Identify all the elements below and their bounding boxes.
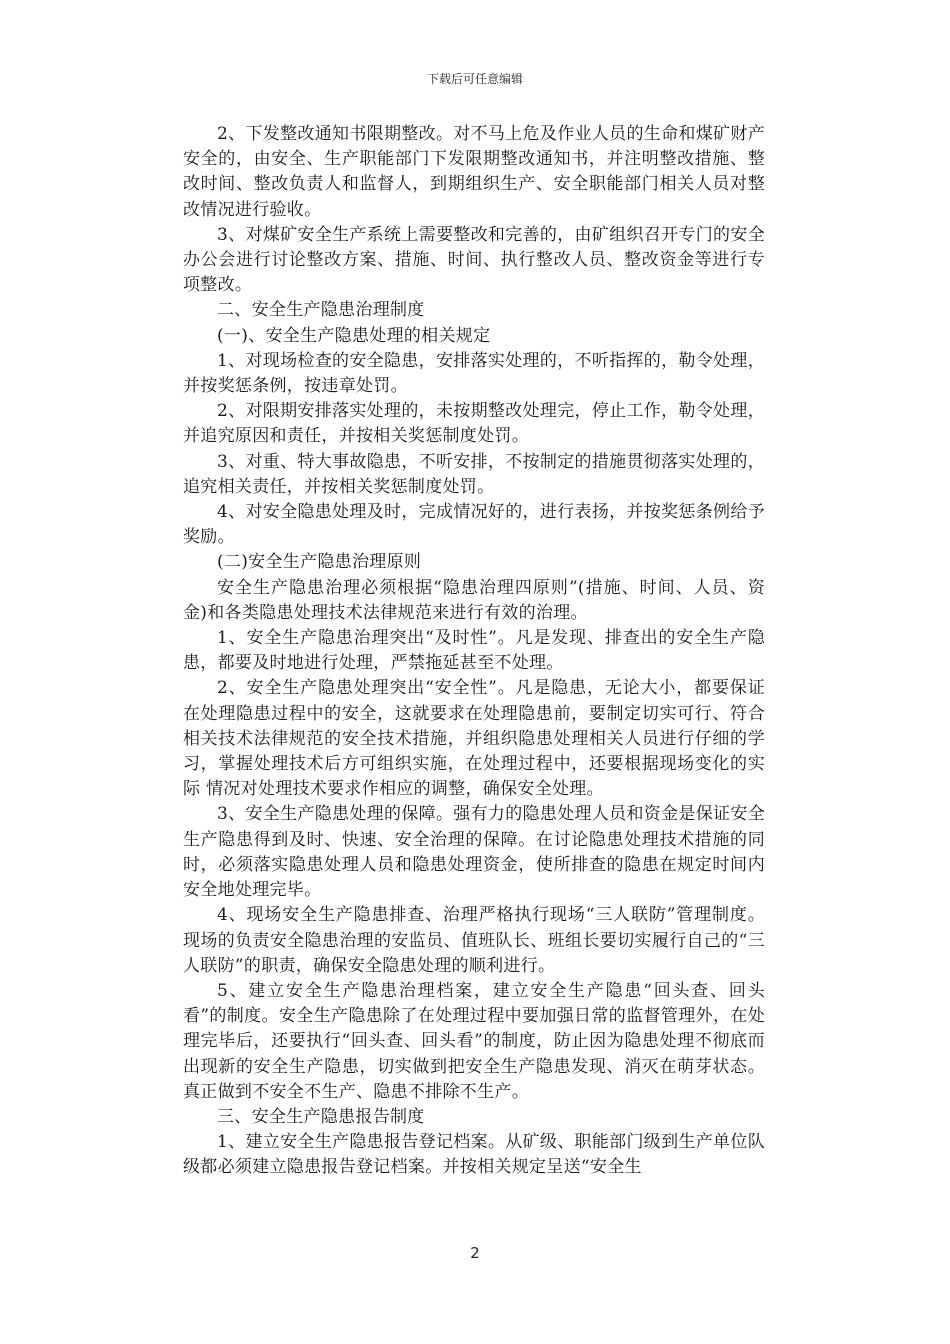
page-header: 下载后可任意编辑 <box>426 72 523 86</box>
paragraph-principle-timeliness: 1、安全生产隐患治理突出“及时性”。凡是发现、排查出的安全生产隐患，都要及时地进行处理，严禁拖延甚至不处理。 <box>183 628 765 674</box>
paragraph-regulation-4: 4、对安全隐患处理及时，完成情况好的，进行表扬，并按奖惩条例给予奖励。 <box>183 502 765 548</box>
paragraph-principle-guarantee: 3、安全生产隐患处理的保障。强有力的隐患处理人员和资金是保证安全生产隐患得到及时、快速、安全治理的保障。在讨论隐患处理技术措施的同时，必须落实隐患处理人员和隐患处理资金，使所排查的隐患在规定时间内安全地处理完毕。 <box>183 804 765 901</box>
section-heading-treatment-system: 二、安全生产隐患治理制度 <box>217 300 425 321</box>
paragraph-principle-archive: 5、建立安全生产隐患治理档案，建立安全生产隐患“回头查、回头看”的制度。安全生产隐患除了在处理过程中要加强日常的监督管理外，在处理完毕后，还要执行“回头查、回头看”的制度，防止因为隐患处理不彻底而出现新的安全生产隐患，切实做到把安全生产隐患发现、消灭在萌芽状态。真正做到不安全不生产、隐患不排除不生产。 <box>183 980 765 1102</box>
paragraph-principle-joint-defense: 4、现场安全生产隐患排查、治理严格执行现场“三人联防”管理制度。现场的负责安全隐患治理的安监员、值班队长、班组长要切实履行自己的“三人联防”的职责，确保安全隐患处理的顺利进行。 <box>183 905 765 976</box>
paragraph-principles-intro: 安全生产隐患治理必须根据“隐患治理四原则”(措施、时间、人员、资金)和各类隐患处理技术法律规范来进行有效的治理。 <box>183 577 765 623</box>
document-body <box>183 122 765 1181</box>
section-heading-report-system: 三、安全生产隐患报告制度 <box>217 1106 425 1127</box>
paragraph-system-rectify: 3、对煤矿安全生产系统上需要整改和完善的，由矿组织召开专门的安全办公会进行讨论整改方案、措施、时间、执行整改人员、整改资金等进行专项整改。 <box>183 224 765 296</box>
subsection-heading-principles: (二)安全生产隐患治理原则 <box>217 552 422 573</box>
page-number: 2 <box>470 1244 480 1262</box>
paragraph-report-archive: 1、建立安全生产隐患报告登记档案。从矿级、职能部门级到生产单位队级都必须建立隐患报告登记档案。并按相关规定呈送“安全生 <box>183 1132 765 1178</box>
paragraph-regulation-2: 2、对限期安排落实处理的，未按期整改处理完，停止工作，勒令处理，并追究原因和责任，并按相关奖惩制度处罚。 <box>183 401 765 447</box>
paragraph-regulation-3: 3、对重、特大事故隐患，不听安排，不按制定的措施贯彻落实处理的，追究相关责任，并按相关奖惩制度处罚。 <box>183 451 765 497</box>
paragraph-rectify-notice: 2、下发整改通知书限期整改。对不马上危及作业人员的生命和煤矿财产安全的，由安全、生产职能部门下发限期整改通知书，并注明整改措施、整改时间、整改负责人和监督人，到期组织生产、安全职能部门相关人员对整改情况进行验收。 <box>183 124 765 220</box>
paragraph-regulation-1: 1、对现场检查的安全隐患，安排落实处理的，不听指挥的，勒令处理，并按奖惩条例，按违章处罚。 <box>183 350 765 397</box>
paragraph-principle-safety: 2、安全生产隐患处理突出“安全性”。凡是隐患，无论大小，都要保证在处理隐患过程中的安全，这就要求在处理隐患前，要制定切实可行、符合相关技术法律规范的安全技术措施，并组织隐患处理相关人员进行仔细的学习，掌握处理技术后方可组织实施，在处理过程中，还要根据现场变化的实际 情况对处理技术要求作相应的调整，确保安全处理。 <box>183 678 765 800</box>
subsection-heading-regulations: (一)、安全生产隐患处理的相关规定 <box>217 325 491 346</box>
